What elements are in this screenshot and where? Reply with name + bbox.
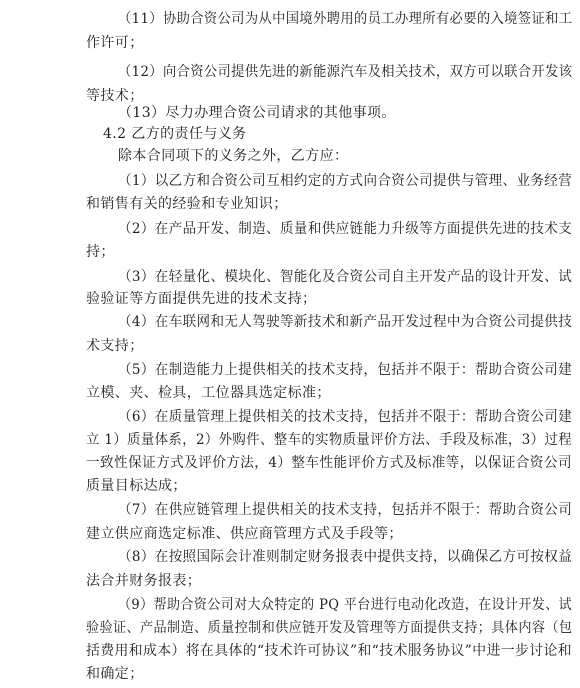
text-line: 持； — [86, 244, 115, 260]
text-line: 立模、夹、检具，工位器具选定标准； — [86, 385, 331, 401]
text-line: 括费用和成本）将在具体的“技术许可协议”和“技术服务协议”中进一步讨论和 — [86, 643, 573, 659]
text-line: 立 1）质量体系，2）外购件、整车的实物质量评价方法、手段及标准，3）过程 — [86, 432, 572, 448]
text-line: （4）在车联网和无人驾驶等新技术和新产品开发过程中为合资公司提供技 — [118, 314, 573, 330]
text-line: 和销售有关的经验和专业知识； — [86, 196, 288, 212]
text-line: 建立供应商选定标准、供应商管理方式及手段等； — [86, 526, 403, 542]
text-line: （12）向合资公司提供先进的新能源汽车及相关技术，双方可以联合开发该 — [118, 64, 573, 80]
text-line: 和确定； — [86, 666, 144, 682]
text-line: 除本合同项下的义务之外，乙方应： — [118, 148, 349, 164]
text-line: （9）帮助合资公司对大众特定的 PQ 平台进行电动化改造，在设计开发、试 — [118, 597, 573, 613]
text-line: 法合并财务报表； — [86, 573, 202, 589]
section-heading: 4.2 乙方的责任与义务 — [103, 126, 247, 142]
text-line: （13）尽力办理合资公司请求的其他事项。 — [118, 105, 396, 121]
text-line: （1）以乙方和合资公司互相约定的方式向合资公司提供与管理、业务经营 — [118, 173, 573, 189]
text-line: 验验证等方面提供先进的技术支持； — [86, 291, 317, 307]
text-line: （11）协助合资公司为从中国境外聘用的员工办理所有必要的入境签证和工 — [118, 11, 573, 27]
text-line: （7）在供应链管理上提供相关的技术支持，包括并不限于：帮助合资公司 — [118, 502, 573, 518]
text-line: 一致性保证方式及评价方法，4）整车性能评价方式及标准等，以保证合资公司 — [86, 455, 572, 471]
text-line: （6）在质量管理上提供相关的技术支持，包括并不限于：帮助合资公司建 — [118, 409, 573, 425]
text-line: 质量目标达成； — [86, 478, 187, 494]
text-line: （2）在产品开发、制造、质量和供应链能力升级等方面提供先进的技术支 — [118, 221, 573, 237]
text-line: （3）在轻量化、模块化、智能化及合资公司自主开发产品的设计开发、试 — [118, 269, 573, 285]
text-line: （5）在制造能力上提供相关的技术支持，包括并不限于：帮助合资公司建 — [118, 362, 573, 378]
text-line: 术支持； — [86, 338, 144, 354]
text-line: （8）在按照国际会计准则制定财务报表中提供支持，以确保乙方可按权益 — [118, 549, 573, 565]
text-line: 等技术； — [86, 88, 144, 104]
text-line: 作许可； — [86, 35, 144, 51]
text-line: 验验证、产品制造、质量控制和供应链开发及管理等方面提供支持；具体内容（包 — [86, 620, 573, 636]
